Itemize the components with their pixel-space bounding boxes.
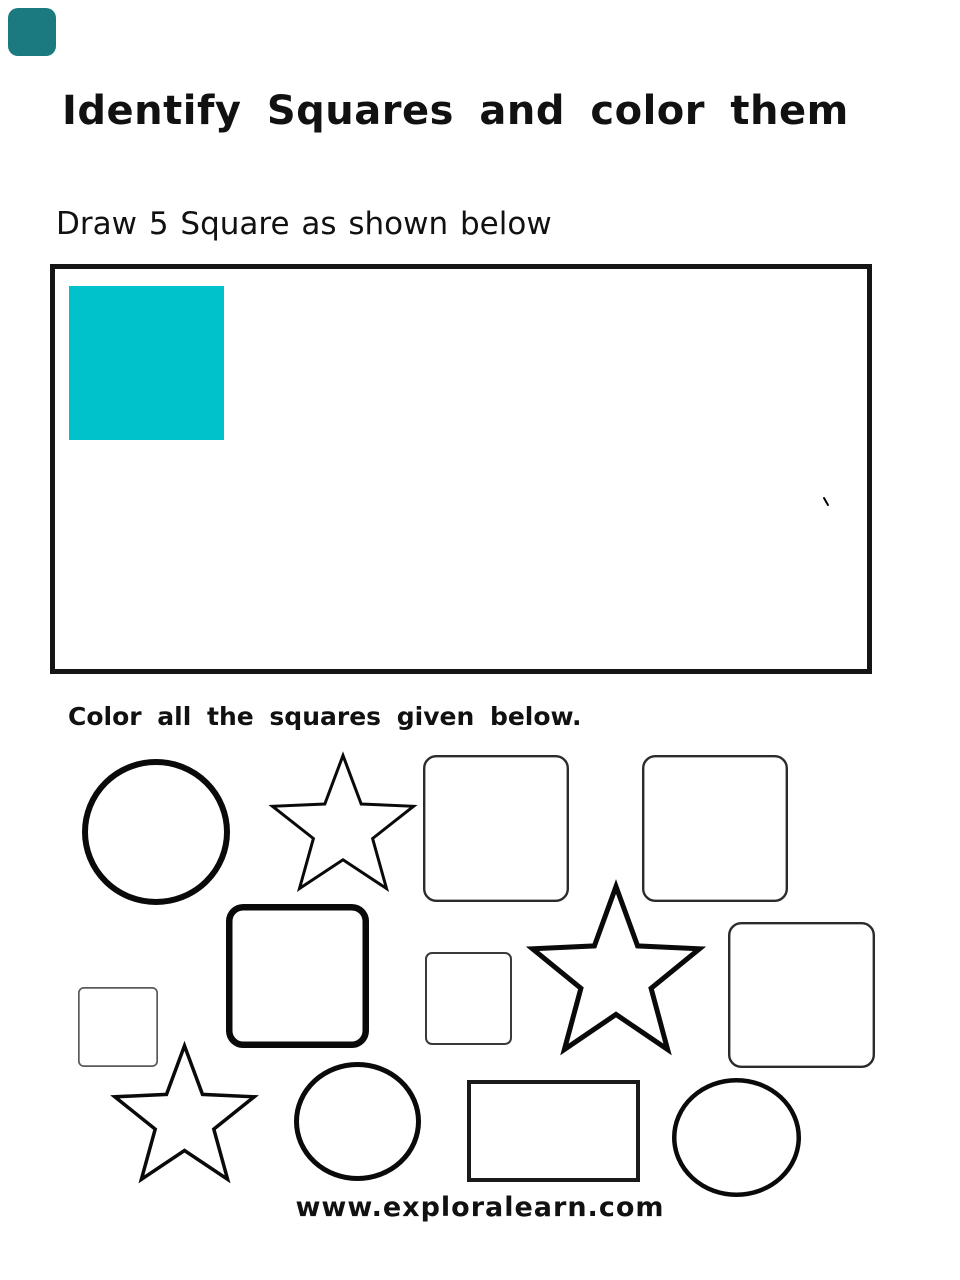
star-2-outline — [533, 887, 700, 1050]
shape-star-3[interactable] — [113, 1044, 256, 1181]
shape-rounded-square-2[interactable] — [642, 755, 788, 902]
stray-mark-outline — [824, 498, 828, 505]
shape-circle-2[interactable] — [294, 1062, 421, 1181]
shape-star-2[interactable] — [530, 884, 702, 1052]
website-url: www.exploralearn.com — [295, 1192, 665, 1223]
shape-rounded-square-3[interactable] — [728, 922, 875, 1068]
page-title: Identify Squares and color them — [62, 88, 849, 134]
shape-stray-mark — [823, 497, 829, 506]
shape-thick-square[interactable] — [226, 904, 369, 1048]
shape-circle-3[interactable] — [672, 1078, 801, 1197]
circle-3-outline — [674, 1080, 799, 1195]
star-3-outline — [115, 1046, 254, 1180]
rounded-square-1-outline — [424, 756, 568, 901]
star-1-outline — [273, 756, 414, 889]
rounded-square-3-outline — [729, 923, 874, 1067]
circle-1-outline — [85, 762, 227, 902]
circle-2-outline — [297, 1065, 419, 1179]
shape-medium-square[interactable] — [425, 952, 512, 1045]
medium-square-outline — [426, 953, 511, 1044]
color-instruction: Color all the squares given below. — [68, 702, 582, 731]
shape-circle-1[interactable] — [82, 759, 230, 905]
rounded-square-2-outline — [643, 756, 787, 901]
shape-star-1[interactable] — [271, 754, 415, 890]
rectangle-1-outline — [469, 1082, 638, 1180]
thick-square-outline — [229, 907, 366, 1045]
draw-instruction: Draw 5 Square as shown below — [56, 206, 552, 242]
shape-rounded-square-1[interactable] — [423, 755, 569, 902]
shape-rectangle-1[interactable] — [467, 1080, 640, 1182]
